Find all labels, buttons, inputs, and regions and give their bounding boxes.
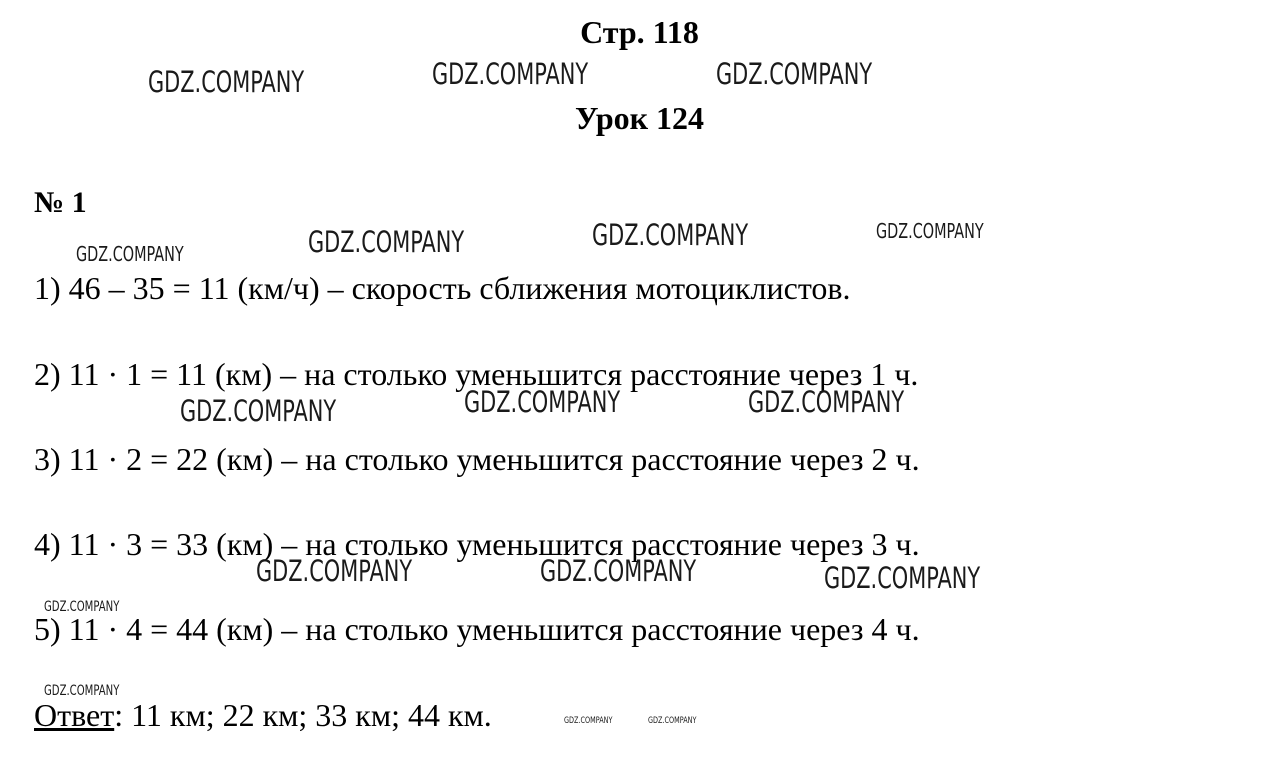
watermark: GDZ.COMPANY <box>564 716 613 726</box>
task-number: № 1 <box>34 186 87 219</box>
solution-line-2: 2) 11 · 1 = 11 (км) – на столько уменьшится расстояние через 1 ч. <box>34 356 919 392</box>
watermark: GDZ.COMPANY <box>308 225 465 259</box>
solution-line-4: 4) 11 · 3 = 33 (км) – на столько уменьшится расстояние через 3 ч. <box>34 526 920 562</box>
watermark: GDZ.COMPANY <box>824 561 981 595</box>
watermark: GDZ.COMPANY <box>540 554 697 588</box>
answer-line <box>34 697 492 733</box>
watermark: GDZ.COMPANY <box>76 242 184 266</box>
solution-line-3: 3) 11 · 2 = 22 (км) – на столько уменьшится расстояние через 2 ч. <box>34 441 920 477</box>
watermark: GDZ.COMPANY <box>876 219 984 243</box>
page-title: Стр. 118 <box>580 14 699 50</box>
answer-text: : 11 км; 22 км; 33 км; 44 км. <box>114 697 492 733</box>
watermark: GDZ.COMPANY <box>648 716 697 726</box>
solution-line-5: 5) 11 · 4 = 44 (км) – на столько уменьшится расстояние через 4 ч. <box>34 611 920 647</box>
answer-label: Ответ <box>34 697 115 733</box>
watermark: GDZ.COMPANY <box>592 218 749 252</box>
watermark: GDZ.COMPANY <box>432 57 589 91</box>
lesson-title: Урок 124 <box>574 100 705 136</box>
watermark: GDZ.COMPANY <box>464 385 621 419</box>
watermark: GDZ.COMPANY <box>44 683 120 699</box>
watermark: GDZ.COMPANY <box>44 599 120 615</box>
watermark: GDZ.COMPANY <box>148 65 305 99</box>
solution-line-1: 1) 46 – 35 = 11 (км/ч) – скорость сближения мотоциклистов. <box>34 270 851 306</box>
watermark: GDZ.COMPANY <box>256 554 413 588</box>
watermark: GDZ.COMPANY <box>716 57 873 91</box>
watermark: GDZ.COMPANY <box>748 385 905 419</box>
watermark: GDZ.COMPANY <box>180 394 337 428</box>
